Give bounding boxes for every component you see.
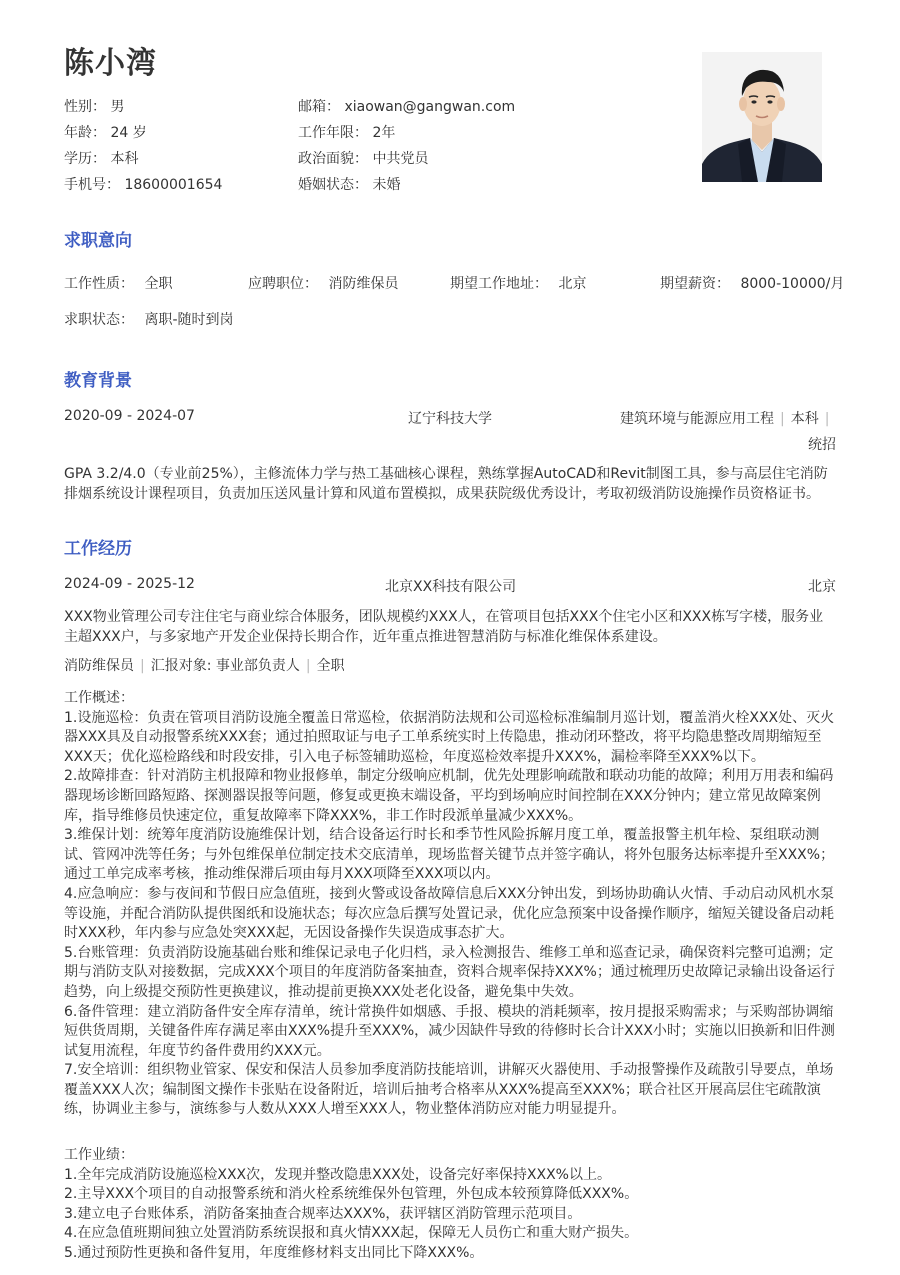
section-title-work: 工作经历 xyxy=(64,539,132,559)
separator: | xyxy=(824,411,830,427)
work-role-line xyxy=(64,655,345,675)
phone-value: 18600001654 xyxy=(124,177,223,193)
achievement-item: 2.主导XXX个项目的自动报警系统和消火栓系统维保外包管理，外包成本较预算降低XXX%。 xyxy=(64,1186,639,1203)
duty-item: 1.设施巡检：负责在管项目消防设施全覆盖日常巡检，依据消防法规和公司巡检标准编制月巡计划，覆盖消火栓XXX处、灭火器XXX具及自动报警系统XXX套；通过拍照取证与电子工单系统实时上传隐患，推动闭环整改，将平均隐患整改周期缩短至XXX天；优化巡检路线和时段安排，引入电子标签辅助巡检，年度巡检效率提升XXX%，漏检率降至XXX%以下。 xyxy=(64,709,835,765)
marital-label: 婚姻状态： xyxy=(298,177,368,193)
education-major-degree xyxy=(620,408,835,428)
profile-photo xyxy=(702,52,822,182)
intent-location-label: 期望工作地址： xyxy=(450,276,548,292)
duty-item: 5.台账管理：负责消防设施基础台账和维保记录电子化归档，录入检测报告、维修工单和巡查记录，确保资料完整可追溯；定期与消防支队对接数据，完成XXX个项目的年度消防备案抽查，资料合规率保持XXX%；通过梳理历史故障记录输出设备运行趋势，向上级提交预防性更换建议，推动提前更换XXX处老化设备，避免集中失效。 xyxy=(64,944,835,1000)
intent-type-value: 全职 xyxy=(144,276,173,292)
education-period: 2020-09 - 2024-07 xyxy=(64,408,195,424)
education-mode: 统招 xyxy=(808,437,836,453)
intent-status-value: 离职-随时到岗 xyxy=(144,312,234,328)
work-nature: 全职 xyxy=(316,658,345,674)
work-city: 北京 xyxy=(808,579,836,595)
achievement-item: 3.建立电子台账体系，消防备案抽查合规率达XXX%，获评辖区消防管理示范项目。 xyxy=(64,1205,582,1222)
gender-row xyxy=(64,96,124,116)
duty-item: 4.应急响应：参与夜间和节假日应急值班，接到火警或设备故障信息后XXX分钟出发，到场协助确认火情、手动启动风机水泵等设施，并配合消防队提供图纸和设施状态；每次应急后撰写处置记录，优化应急预案中设备操作顺序，缩短关键设备启动耗时XXX秒，年内参与应急处突XXX起，无因设备操作失误造成事态扩大。 xyxy=(64,885,835,942)
company-description: XXX物业管理公司专注住宅与商业综合体服务，团队规模约XXX人，在管项目包括XXX个住宅小区和XXX栋写字楼，服务业主超XXX户，与多家地产开发企业保持长期合作，近年重点推进智慧消防与标准化维保体系建设。 xyxy=(64,609,824,645)
intent-salary-row xyxy=(660,273,844,293)
work-achievements xyxy=(64,1146,836,1264)
duty-item: 3.维保计划：统筹年度消防设施维保计划，结合设备运行时长和季节性风险拆解月度工单，覆盖报警主机年检、泵组联动测试、管网冲洗等任务；与外包维保单位制定技术交底清单，现场监督关键节点并签字确认，将外包服务达标率提升至XXX%；通过工单完成率考核，推动维保滞后项由每月XXX项降至XXX项以内。 xyxy=(64,827,835,883)
intent-position-row xyxy=(248,273,398,293)
education-level-value: 本科 xyxy=(110,151,139,167)
education-degree: 本科 xyxy=(790,411,819,427)
education-school: 辽宁科技大学 xyxy=(408,411,492,427)
intent-salary-value: 8000-10000/月 xyxy=(740,276,845,292)
marital-value: 未婚 xyxy=(372,177,401,193)
age-label: 年龄： xyxy=(64,125,106,141)
gender-value: 男 xyxy=(110,99,125,115)
age-row xyxy=(64,122,147,142)
intent-status-row xyxy=(64,309,234,329)
intent-type-label: 工作性质： xyxy=(64,276,134,292)
email-value: xiaowan@gangwan.com xyxy=(344,99,516,115)
achievements-label: 工作业绩： xyxy=(64,1147,134,1163)
intent-salary-label: 期望薪资： xyxy=(660,276,730,292)
marital-row xyxy=(298,174,400,194)
achievement-item: 5.通过预防性更换和备件复用，年度维修材料支出同比下降XXX%。 xyxy=(64,1244,484,1261)
achievement-item: 4.在应急值班期间独立处置消防系统误报和真火情XXX起，保障无人员伤亡和重大财产损失。 xyxy=(64,1225,639,1242)
work-company: 北京XX科技有限公司 xyxy=(385,579,517,595)
intent-status-label: 求职状态： xyxy=(64,312,134,328)
intent-location-value: 北京 xyxy=(558,276,587,292)
duty-item: 6.备件管理：建立消防备件安全库存清单，统计常换件如烟感、手报、模块的消耗频率，按月提报采购需求；与采购部协调缩短供货周期，关键备件库存满足率由XXX%提升至XXX%，减少因缺件导致的待修时长合计XXX小时；实施以旧换新和旧件测试复用流程，年度节约备件费用约XXX元。 xyxy=(64,1003,835,1059)
phone-row xyxy=(64,174,222,194)
education-level-row xyxy=(64,148,138,168)
years-label: 工作年限： xyxy=(298,125,368,141)
email-label: 邮箱： xyxy=(298,99,340,115)
separator: | xyxy=(780,411,785,427)
politics-row xyxy=(298,148,428,168)
overview-label: 工作概述： xyxy=(64,690,134,706)
education-description: GPA 3.2/4.0（专业前25%），主修流体力学与热工基础核心课程，熟练掌握AutoCAD和Revit制图工具，参与高层住宅消防排烟系统设计课程项目，负责加压送风量计算和风道布置模拟，成果获院级优秀设计，考取初级消防设施操作员资格证书。 xyxy=(64,466,828,502)
achievement-item: 1.全年完成消防设施巡检XXX次，发现并整改隐患XXX处，设备完好率保持XXX%以上。 xyxy=(64,1166,611,1183)
years-row xyxy=(298,122,395,142)
phone-label: 手机号： xyxy=(64,177,120,193)
duty-item: 7.安全培训：组织物业管家、保安和保洁人员参加季度消防技能培训，讲解灭火器使用、手动报警操作及疏散引导要点，单场覆盖XXX人次；编制图文操作卡张贴在设备附近，培训后抽考合格率从XXX%提高至XXX%；联合社区开展高层住宅疏散演练，协调业主参与，演练参与人数从XXX人增至XXX人，物业整体消防应对能力明显提升。 xyxy=(64,1062,834,1118)
work-role: 消防维保员 xyxy=(64,658,134,674)
portrait-image xyxy=(702,52,822,182)
work-report: 汇报对象: 事业部负责人 xyxy=(150,658,300,674)
section-title-education: 教育背景 xyxy=(64,371,132,391)
education-level-label: 学历： xyxy=(64,151,106,167)
intent-type-row xyxy=(64,273,172,293)
politics-label: 政治面貌： xyxy=(298,151,368,167)
intent-location-row xyxy=(450,273,586,293)
duty-item: 2.故障排查：针对消防主机报障和物业报修单，制定分级响应机制，优先处理影响疏散和联动功能的故障；利用万用表和编码器现场诊断回路短路、探测器误报等问题，修复或更换末端设备，平均到场响应时间控制在XXX分钟内；建立常见故障案例库，指导维修员快速定位，重复故障率下降XXX%，非工作时段派单量减少XXX%。 xyxy=(64,768,834,824)
education-major: 建筑环境与能源应用工程 xyxy=(620,411,774,427)
intent-position-label: 应聘职位： xyxy=(248,276,318,292)
separator: | xyxy=(305,658,311,674)
years-value: 2年 xyxy=(372,125,396,141)
separator: | xyxy=(140,658,145,674)
candidate-name: 陈小湾 xyxy=(64,46,157,81)
gender-label: 性别： xyxy=(64,99,106,115)
politics-value: 中共党员 xyxy=(372,151,429,167)
intent-position-value: 消防维保员 xyxy=(328,276,399,292)
work-period: 2024-09 - 2025-12 xyxy=(64,576,195,592)
section-title-intent: 求职意向 xyxy=(64,231,132,251)
work-overview xyxy=(64,689,836,1120)
age-value: 24 岁 xyxy=(110,125,147,141)
email-row xyxy=(298,96,515,116)
